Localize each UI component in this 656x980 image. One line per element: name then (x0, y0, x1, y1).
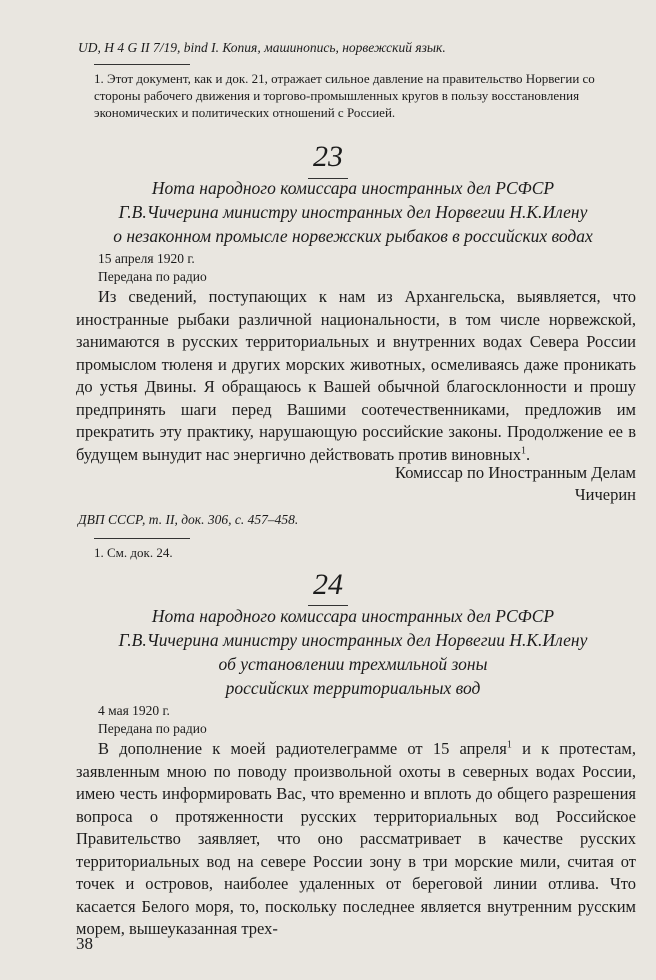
doc24-title (70, 604, 636, 700)
doc23-footnote-rule (94, 538, 190, 539)
doc23-body (76, 286, 636, 466)
signature-name: Чичерин (574, 485, 636, 504)
doc24-transmission: Передана по радио (98, 721, 207, 736)
doc23-title-line: Нота народного комиссара иностранных дел РСФСР (151, 178, 555, 198)
doc23-source: ДВП СССР, т. II, док. 306, с. 457–458. (78, 512, 299, 527)
page-number: 38 (76, 934, 93, 953)
doc24-title-line: Г.В.Чичерина министру иностранных дел Норвегии Н.К.Илену (118, 630, 588, 650)
footnote-rule (94, 64, 190, 65)
doc23-signature (395, 462, 636, 506)
doc23-transmission: Передана по радио (98, 269, 207, 284)
doc24-date: 4 мая 1920 г. (98, 703, 170, 718)
doc24-title-line: об установлении трехмильной зоны (218, 654, 488, 674)
doc23-footnote-mark: 1 (520, 445, 526, 456)
doc24-body-text-b: и к протестам, заявленным мною по поводу произвольной охоты в северных водах России, имею честь информировать Вас, что временно и вплоть до общего разрешения вопроса о протяженности русских территориальных вод Российское Правительство заявляет, что оно рассматривает в качестве русских территориальных вод на севере России зону в три морские мили, считая от точек и островов, наиболее удаленных от береговой линии отлива. Что касается Белого моря, то, поскольку последнее является внутренним русским морем, вышеуказанная трех- (76, 739, 636, 938)
signature-title: Комиссар по Иностранным Делам (395, 463, 636, 482)
footnote-top: 1. Этот документ, как и док. 21, отражает сильное давление на правительство Норвегии со стороны рабочего движения и торгово-промышленных кругов в пользу восстановления экономических и политических отношений с Россией. (94, 71, 595, 120)
doc24-number: 24 (313, 568, 343, 601)
doc23-meta (98, 250, 207, 286)
doc24-footnote-mark: 1 (506, 739, 512, 751)
doc24-body (76, 738, 636, 941)
doc23-body-text: Из сведений, поступающих к нам из Архангельска, выявляется, что иностранные рыбаки различной национальности, в том числе норвежской, занимаются в русских территориальных и внутренних водах Севера России промыслом тюленя и других морских животных, осмеливаясь даже проникать до устья Двины. Я обращаюсь к Вашей обычной благосклонности и прошу предпринять шаги перед Вашими соотечественниками, предложив им прекратить эту практику, нарушающую российские законы. Продолжение ее в будущем вынудит нас энергично действовать против виновных (76, 287, 636, 464)
doc23-title-line: Г.В.Чичерина министру иностранных дел Норвегии Н.К.Илену (118, 202, 588, 222)
doc23-title-line: о незаконном промысле норвежских рыбаков в российских водах (113, 226, 593, 246)
doc24-body-text-a: В дополнение к моей радиотелеграмме от 15 апреля (98, 739, 507, 758)
doc23-footnote: 1. См. док. 24. (94, 545, 173, 560)
doc23-date: 15 апреля 1920 г. (98, 251, 195, 266)
doc23-body-end: . (525, 444, 531, 464)
doc23-number: 23 (313, 140, 343, 173)
doc24-meta (98, 702, 207, 738)
doc24-title-line: Нота народного комиссара иностранных дел РСФСР (151, 606, 555, 626)
doc24-title-line: российских территориальных вод (225, 678, 481, 698)
archive-source: UD, H 4 G II 7/19, bind I. Копия, машинопись, норвежский язык. (78, 40, 446, 55)
doc23-title (70, 176, 636, 248)
